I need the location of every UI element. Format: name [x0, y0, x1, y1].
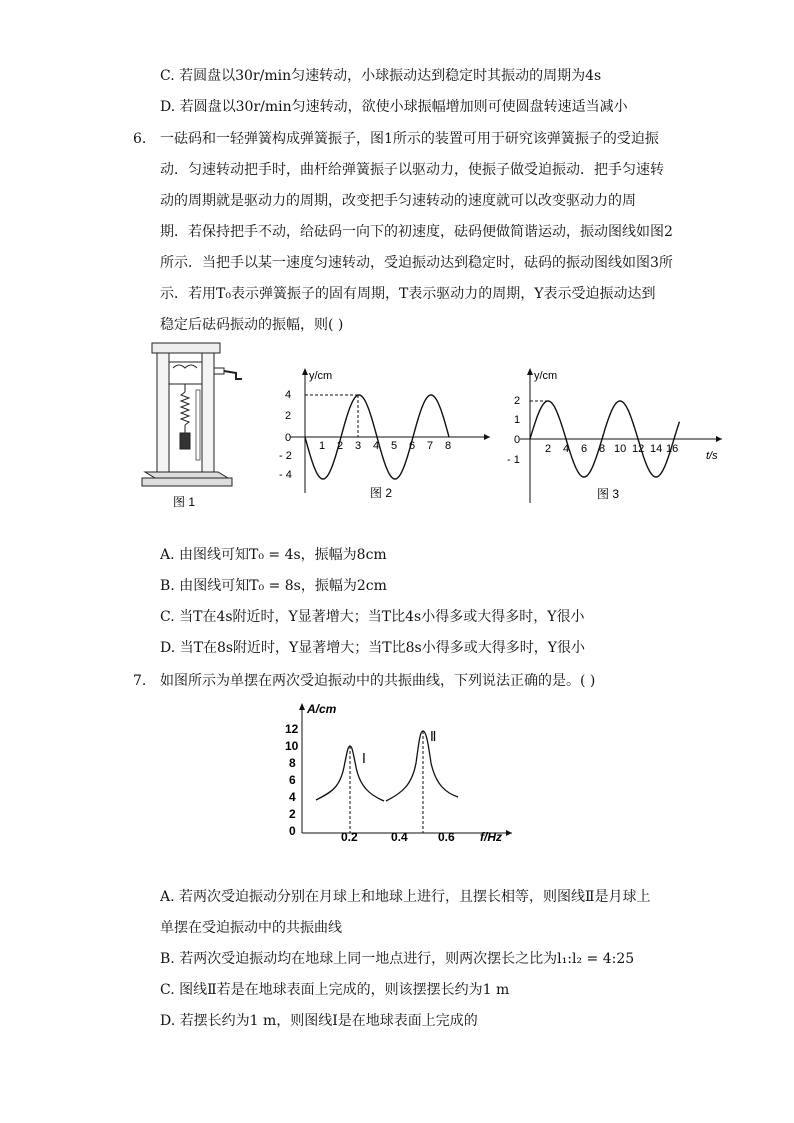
fig3-xtick-4: 4	[563, 443, 570, 455]
q7-ytick-10: 10	[285, 739, 299, 753]
fig2-xtick-1: 1	[319, 440, 326, 452]
q7-option-a-cont: 单摆在受迫振动中的共振曲线	[160, 920, 342, 936]
q7-curve-2-label: Ⅱ	[430, 729, 437, 744]
q7-ytick-0: 0	[289, 824, 296, 838]
q6-stem-line-2: 动．匀速转动把手时，曲杆给弹簧振子以驱动力，使振子做受迫振动．把手匀速转	[160, 162, 664, 178]
q7-option-d: D. 若摆长约为1 m，则图线Ⅰ是在地球表面上完成的	[160, 1013, 478, 1029]
q7-xtick-0.4: 0.4	[391, 830, 408, 844]
fig2-xtick-2: 2	[337, 440, 344, 452]
q7-xtick-0.6: 0.6	[438, 830, 455, 844]
q6-stem-line-5: 所示．当把手以某一速度匀速转动，受迫振动达到稳定时，砝码的振动图线如图3所	[160, 255, 673, 271]
fig3-xtick-16: 16	[666, 443, 679, 455]
fig2-xtick-3: 3	[355, 440, 362, 452]
q7-option-a: A. 若两次受迫振动分别在月球上和地球上进行，且摆长相等，则图线Ⅱ是月球上	[160, 889, 651, 905]
fig3-y-label: y/cm	[534, 370, 558, 382]
figure-2-caption: 图 2	[370, 486, 393, 500]
q7-option-c: C. 图线Ⅱ若是在地球表面上完成的，则该摆摆长约为1 m	[160, 982, 510, 998]
fig3-xtick-14: 14	[650, 443, 663, 455]
fig3-xtick-8: 8	[599, 443, 606, 455]
fig3-xtick-12: 12	[632, 443, 645, 455]
fig3-xtick-2: 2	[545, 443, 552, 455]
q7-stem: 如图所示为单摆在两次受迫振动中的共振曲线，下列说法正确的是。( )	[160, 673, 596, 689]
q7-y-label: A/cm	[307, 702, 337, 716]
fig2-xtick-8: 8	[445, 440, 452, 452]
figure-1-caption: 图 1	[173, 495, 196, 509]
q7-ytick-4: 4	[289, 790, 296, 804]
q7-curve-1-label: Ⅰ	[362, 751, 366, 766]
figure-1-apparatus	[140, 340, 250, 510]
figure-3-graph	[500, 365, 730, 505]
fig2-xtick-4: 4	[373, 440, 380, 452]
fig3-ytick-2: 2	[514, 395, 521, 407]
q7-ytick-8: 8	[289, 756, 296, 770]
fig3-ytick-0: 0	[514, 434, 521, 446]
q7-ytick-6: 6	[289, 773, 296, 787]
q6-option-d: D. 当T在8s附近时，Y显著增大；当T比8s小得多或大得多时，Y很小	[160, 640, 585, 656]
q6-stem-line-1: 一砝码和一轻弹簧构成弹簧振子，图1所示的装置可用于研究该弹簧振子的受迫振	[160, 131, 659, 147]
fig2-ytick-4: 4	[285, 389, 292, 401]
fig2-y-label: y/cm	[309, 370, 333, 382]
q7-number: 7.	[133, 673, 147, 689]
fig2-ytick-2: 2	[285, 410, 292, 422]
q6-option-a: A. 由图线可知T₀ = 4s，振幅为8cm	[160, 547, 387, 563]
q7-ytick-2: 2	[289, 807, 296, 821]
q7-ytick-12: 12	[285, 722, 299, 736]
q5-option-d: D. 若圆盘以30r/min匀速转动，欲使小球振幅增加则可使圆盘转速适当减小	[160, 99, 628, 115]
q7-curve-2	[386, 731, 458, 801]
q7-option-b: B. 若两次受迫振动均在地球上同一地点进行，则两次摆长之比为l₁:l₂ = 4:25	[160, 951, 635, 967]
q7-xtick-0.2: 0.2	[341, 830, 358, 844]
figure-2-graph	[275, 365, 495, 505]
fig3-xtick-10: 10	[614, 443, 627, 455]
q6-number: 6.	[133, 131, 147, 147]
q6-stem-line-4: 期．若保持把手不动，给砝码一向下的初速度，砝码便做简谐运动，振动图线如图2	[160, 224, 673, 240]
q5-option-c: C. 若圆盘以30r/min匀速转动，小球振动达到稳定时其振动的周期为4s	[160, 68, 602, 84]
fig2-ytick-neg4: - 4	[279, 469, 292, 481]
fig3-xtick-6: 6	[581, 443, 588, 455]
fig3-x-label: t/s	[706, 450, 718, 462]
q7-x-label: f/Hz	[480, 830, 502, 844]
q6-stem-line-6: 示．若用T₀表示弹簧振子的固有周期，T表示驱动力的周期，Y表示受迫振动达到	[160, 286, 656, 302]
fig2-ytick-0: 0	[285, 432, 292, 444]
q6-option-c: C. 当T在4s附近时，Y显著增大；当T比4s小得多或大得多时，Y很小	[160, 609, 585, 625]
fig2-xtick-7: 7	[427, 440, 434, 452]
fig2-xtick-6: 6	[409, 440, 416, 452]
figure-3-caption: 图 3	[597, 487, 620, 501]
fig2-xtick-5: 5	[391, 440, 398, 452]
q6-stem-line-7: 稳定后砝码振动的振幅，则( )	[160, 317, 344, 333]
q6-stem-line-3: 动的周期就是驱动力的周期，改变把手匀速转动的速度就可以改变驱动力的周	[160, 193, 636, 209]
fig3-ytick-neg1: - 1	[507, 454, 520, 466]
q6-option-b: B. 由图线可知T₀ = 8s，振幅为2cm	[160, 578, 387, 594]
q7-resonance-graph	[280, 697, 520, 852]
fig3-ytick-1: 1	[514, 414, 521, 426]
fig2-ytick-neg2: - 2	[279, 450, 292, 462]
